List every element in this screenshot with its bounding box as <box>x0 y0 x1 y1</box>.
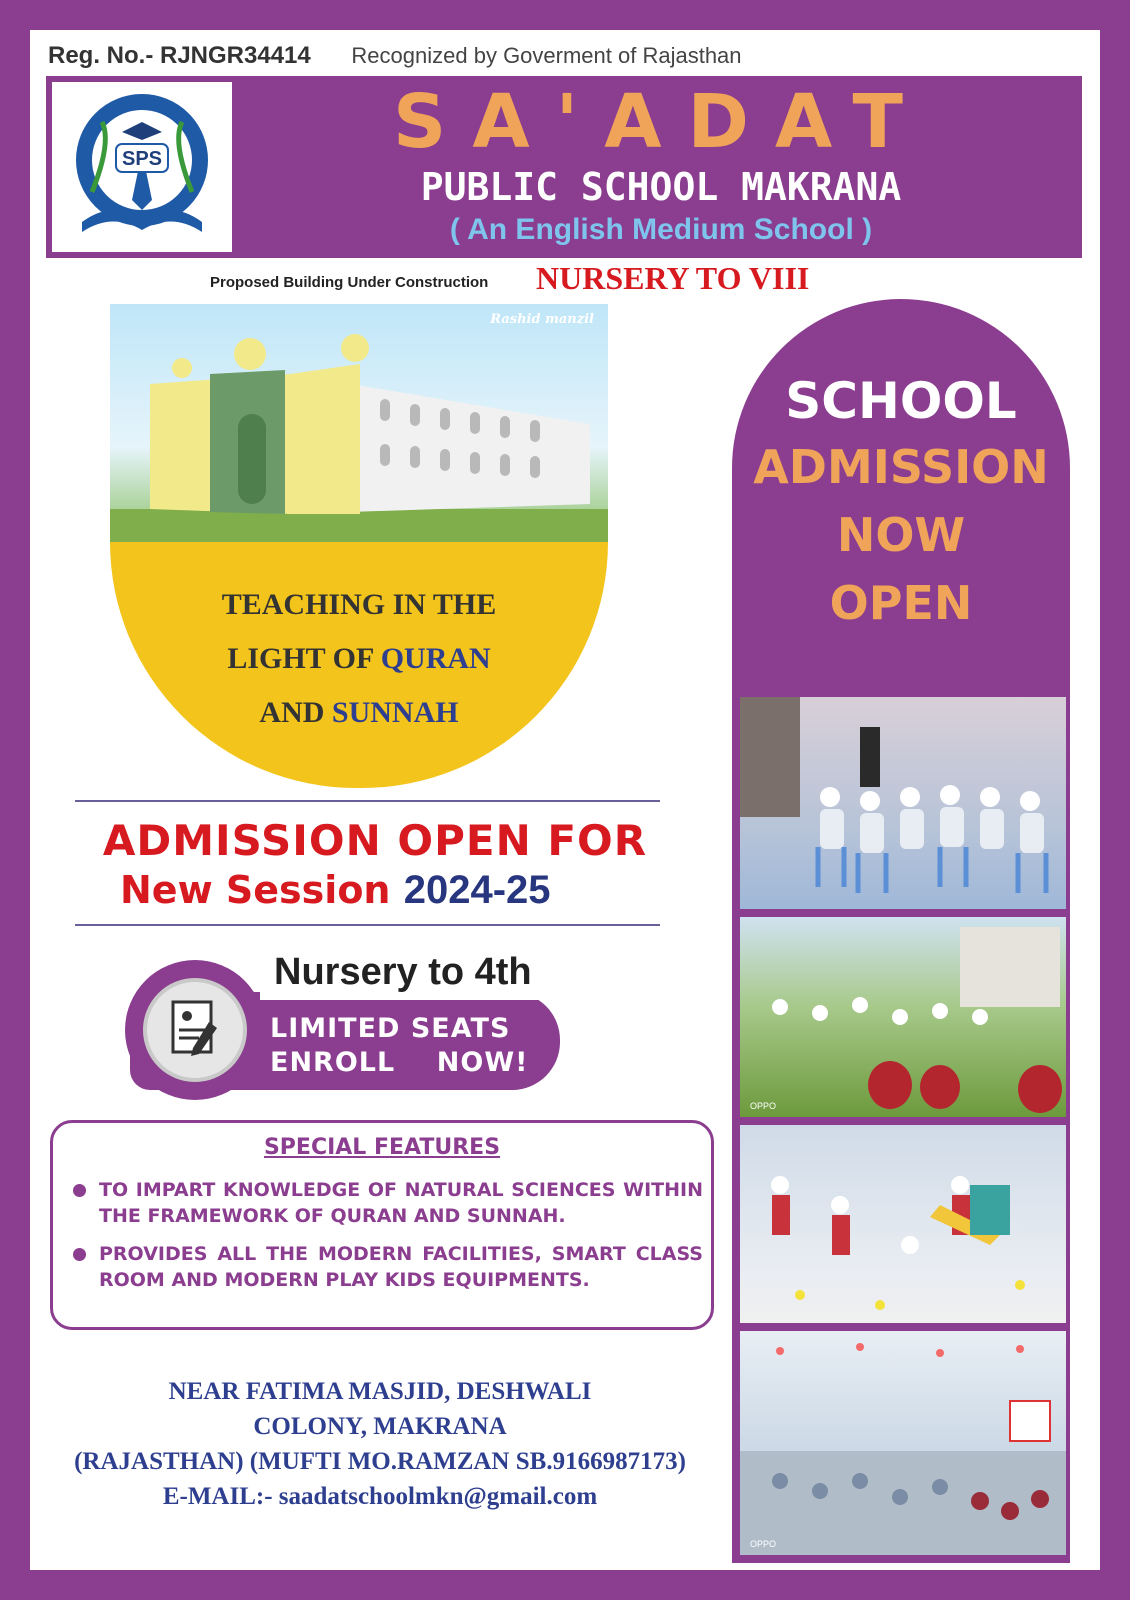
address-line-2: COLONY, MAKRANA <box>253 1413 507 1440</box>
divider-bottom <box>75 924 660 926</box>
motto-panel <box>110 542 608 788</box>
book-pen-emblem-icon <box>52 82 232 252</box>
special-features-box <box>50 1120 714 1330</box>
header-banner <box>46 76 1082 258</box>
classroom-photo <box>740 697 1066 909</box>
arch-open: OPEN <box>829 576 973 630</box>
limited-seats: LIMITED SEATS <box>270 1013 511 1044</box>
motto-text <box>110 578 608 740</box>
logo-initials: SPS <box>121 148 163 170</box>
registration-number: Reg. No.- RJNGR34414 <box>48 42 311 69</box>
address-line-3: (RAJASTHAN) (MUFTI MO.RAMZAN SB.9166987173) <box>74 1448 686 1475</box>
divider-top <box>75 800 660 802</box>
flyer-sheet <box>30 30 1100 1570</box>
admission-headline: ADMISSION OPEN FOR <box>102 816 648 865</box>
quran-word: QURAN <box>380 642 491 675</box>
mosque-school-building-image <box>110 304 608 542</box>
registration-line <box>48 42 742 70</box>
motto-line-2: LIGHT OF QURAN <box>227 642 491 675</box>
session-year: 2024-25 <box>403 868 551 912</box>
building-photo <box>110 304 608 542</box>
admission-arch-panel <box>732 299 1070 1563</box>
contact-address <box>30 1374 730 1514</box>
school-subtitle: PUBLIC SCHOOL MAKRANA <box>420 165 902 209</box>
bullet-icon <box>73 1248 86 1261</box>
photo-timestamp: OPPO <box>750 1101 777 1111</box>
play-area-photo <box>740 1125 1066 1323</box>
school-medium: ( An English Medium School ) <box>449 213 873 246</box>
bullet-icon <box>73 1184 86 1197</box>
school-brand <box>246 76 1076 250</box>
application-form-icon <box>143 978 247 1082</box>
outdoor-activity-photo <box>740 917 1066 1117</box>
building-caption: Proposed Building Under Construction <box>210 274 489 291</box>
arch-admission: ADMISSION <box>753 440 1049 494</box>
enroll-text <box>270 1012 528 1080</box>
motto-line-1: TEACHING IN THE <box>221 588 497 621</box>
arch-headline <box>732 369 1070 637</box>
photo-credit: Rashid manzil <box>490 312 594 327</box>
recognition-text: Recognized by Goverment of Rajasthan <box>351 43 742 68</box>
session-line <box>120 868 551 913</box>
form-badge <box>125 960 265 1100</box>
motto-line-3: AND SUNNAH <box>259 696 459 729</box>
sunnah-word: SUNNAH <box>331 696 459 729</box>
school-name: SA'ADAT <box>393 79 929 165</box>
address-line-1: NEAR FATIMA MASJID, DESHWALI <box>168 1378 592 1405</box>
arch-school: SCHOOL <box>785 372 1017 430</box>
features-title: SPECIAL FEATURES <box>263 1135 501 1160</box>
grades-range: NURSERY TO VIII <box>536 260 810 296</box>
school-logo <box>52 82 232 252</box>
enroll-now: ENROLL NOW! <box>270 1047 529 1078</box>
arch-now: NOW <box>836 508 966 562</box>
feature-item: TO IMPART KNOWLEDGE OF NATURAL SCIENCES WITHIN THE FRAMEWORK OF QURAN AND SUNNAH. <box>73 1177 703 1229</box>
email-line: E-MAIL:- saadatschoolmkn@gmail.com <box>162 1483 598 1510</box>
session-label: New Session <box>120 868 404 912</box>
assembly-hall-photo <box>740 1331 1066 1555</box>
feature-item: PROVIDES ALL THE MODERN FACILITIES, SMART CLASS ROOM AND MODERN PLAY KIDS EQUIPMENTS. <box>73 1241 703 1293</box>
admission-classes: Nursery to 4th <box>260 942 590 1000</box>
photo-timestamp: OPPO <box>750 1539 777 1549</box>
